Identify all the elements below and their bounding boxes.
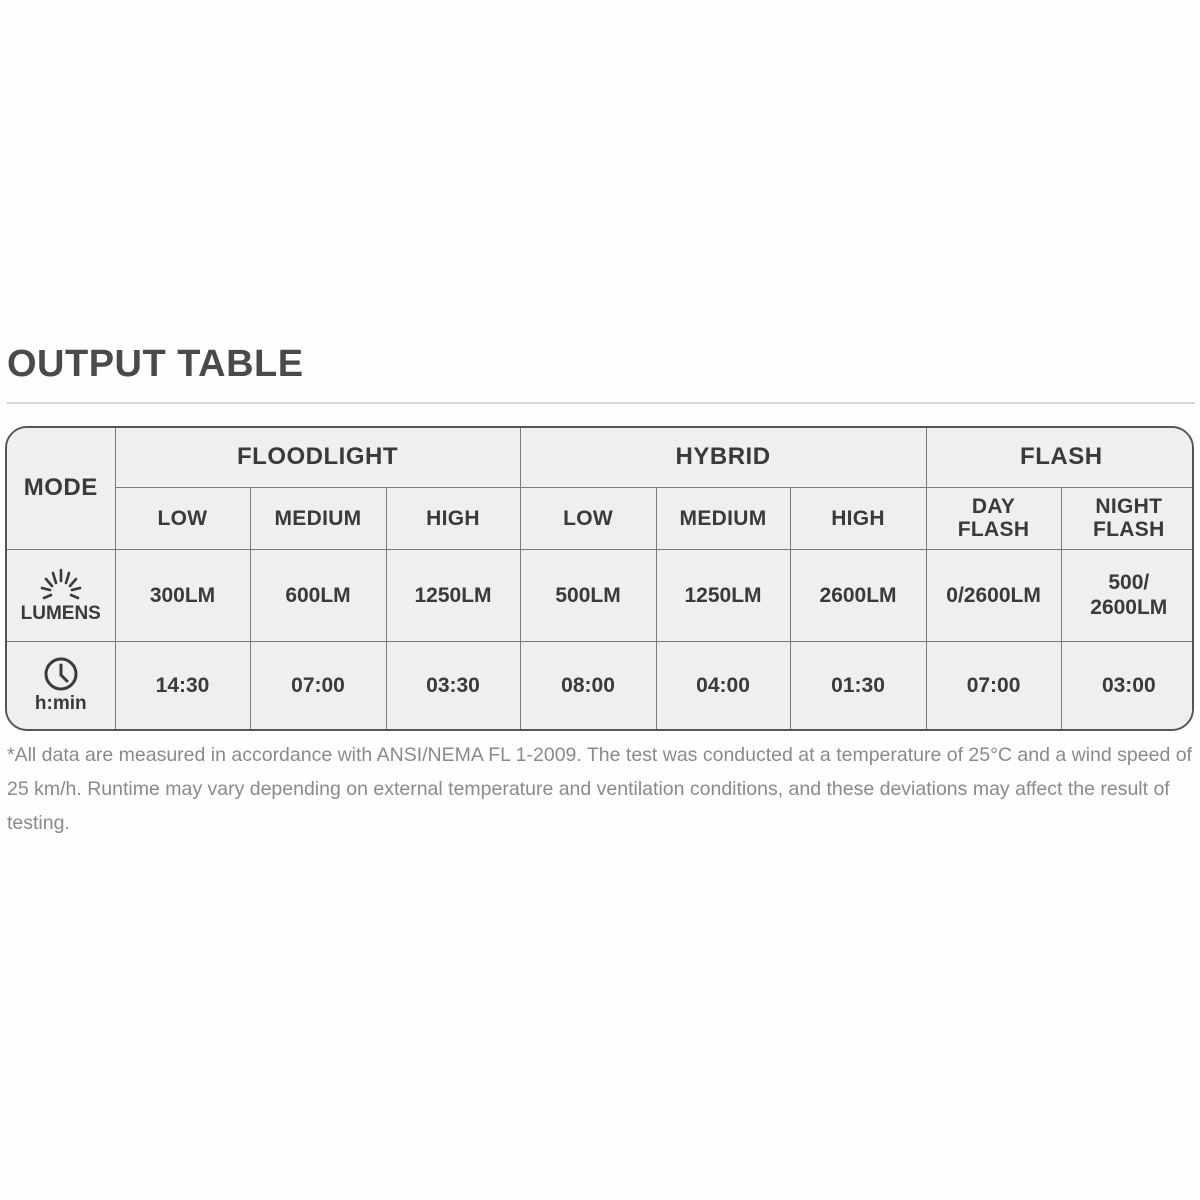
lumens-value: 300LM: [115, 549, 250, 641]
lumens-row-header: [7, 549, 115, 641]
sub-mode-cell: LOW: [520, 487, 656, 549]
runtime-value: 03:30: [386, 641, 520, 729]
lumens-value: 600LM: [250, 549, 386, 641]
group-header-flash: FLASH: [926, 428, 1194, 487]
group-header-floodlight: FLOODLIGHT: [115, 428, 520, 487]
runtime-value: 08:00: [520, 641, 656, 729]
footnote: *All data are measured in accordance with ANSI/NEMA FL 1-2009. The test was conducted at a temperature of 25°C and a wind speed of 25 km/h. Runtime may vary depending on external temperature and ventilation conditions, and these deviations may affect the result of testing.: [7, 744, 1192, 834]
lumens-value: 2600LM: [790, 549, 926, 641]
sub-mode-cell: HIGH: [790, 487, 926, 549]
sun-rays-icon: [38, 566, 84, 602]
clock-icon: [43, 656, 79, 692]
runtime-row-header: [7, 641, 115, 729]
lumens-value: 500/ 2600LM: [1061, 549, 1194, 641]
runtime-value: 01:30: [790, 641, 926, 729]
mode-header: MODE: [7, 428, 115, 549]
lumens-row: [7, 549, 1194, 641]
runtime-value: 04:00: [656, 641, 790, 729]
runtime-value: 07:00: [250, 641, 386, 729]
sub-mode-cell: HIGH: [386, 487, 520, 549]
lumens-value: 1250LM: [386, 549, 520, 641]
lumens-value: 0/2600LM: [926, 549, 1061, 641]
sub-mode-cell: MEDIUM: [656, 487, 790, 549]
runtime-row: [7, 641, 1194, 729]
sub-mode-cell: LOW: [115, 487, 250, 549]
page-title: OUTPUT TABLE: [7, 343, 304, 385]
lumens-value: 1250LM: [656, 549, 790, 641]
runtime-value: 14:30: [115, 641, 250, 729]
sub-mode-cell: NIGHT FLASH: [1061, 487, 1194, 549]
sub-mode-row: [7, 487, 1194, 549]
lumens-value: 500LM: [520, 549, 656, 641]
lumens-label: LUMENS: [20, 602, 101, 624]
sub-mode-cell: DAY FLASH: [926, 487, 1061, 549]
runtime-value: 07:00: [926, 641, 1061, 729]
runtime-label: h:min: [34, 692, 87, 714]
sub-mode-cell: MEDIUM: [250, 487, 386, 549]
title-divider: [7, 402, 1195, 404]
group-header-row: [7, 428, 1194, 487]
runtime-value: 03:00: [1061, 641, 1194, 729]
group-header-hybrid: HYBRID: [520, 428, 926, 487]
output-table: [5, 426, 1194, 731]
